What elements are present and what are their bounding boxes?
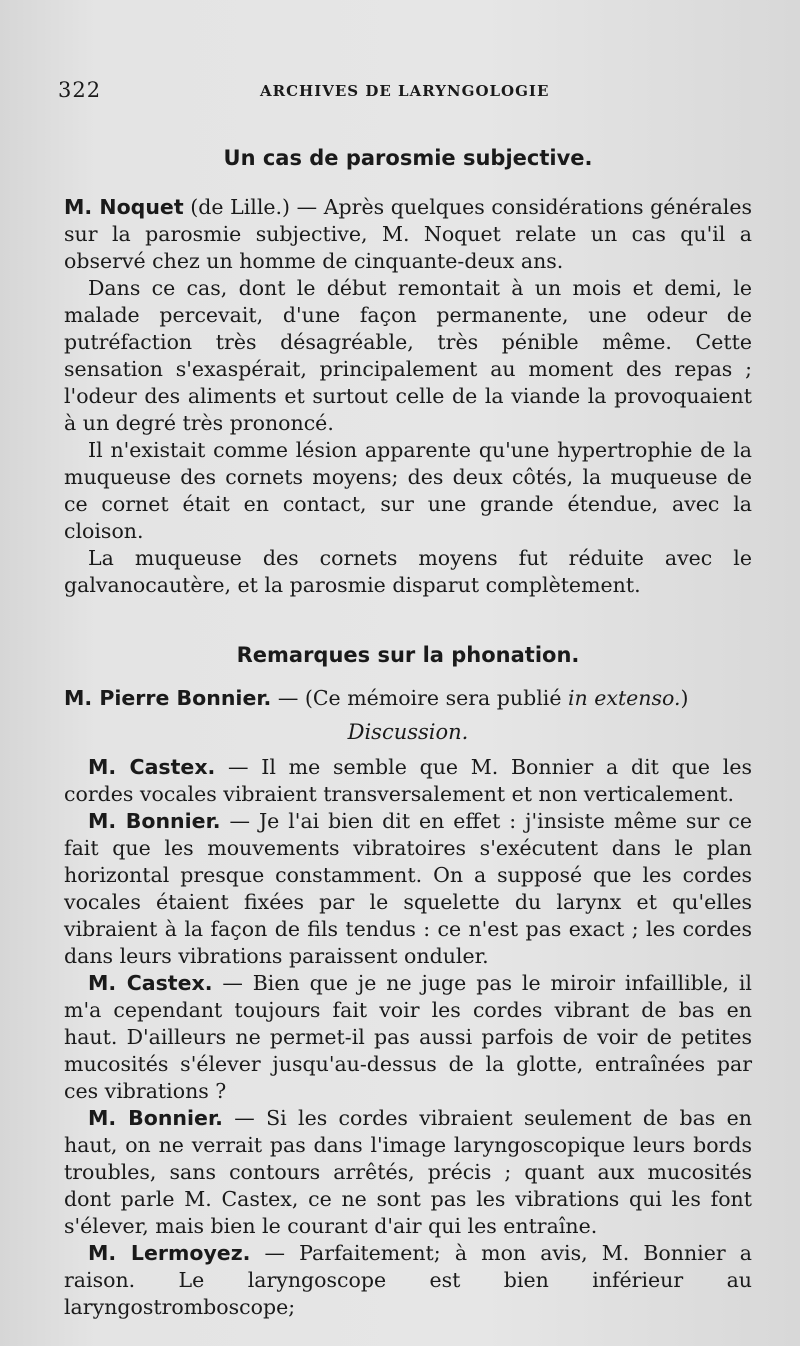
discussion-entry: [64, 808, 752, 970]
discussion-entry-text: — Je l'ai bien dit en effet : j'insiste même sur ce fait que les mouvements vibratoires s'exécutent dans le plan horizontal presque constamment. On a supposé que les cordes vocales étaient fixées par le squelette du larynx et qu'elles vibraient à la façon de fils tendus : ce n'est pas exact ; les cordes dans leurs vibrations paraissent onduler.: [64, 809, 752, 968]
paragraph-bonnier-memoire: [64, 685, 752, 712]
speaker-castex: M. Castex.: [88, 755, 216, 779]
discussion-entry-text: — Si les cordes vibraient seulement de bas en haut, on ne verrait pas dans l'image laryngoscopique leurs bords troubles, sans contours arrêtés, précis ; quant aux mucosités dont parle M. Castex, ce ne sont pas les vibrations qui les font s'élever, mais bien le courant d'air qui les entraîne.: [64, 1106, 752, 1238]
discussion-entry: [64, 1105, 752, 1240]
section-title-parosmie: Un cas de parosmie subjective.: [223, 146, 593, 170]
speaker-lermoyez: M. Lermoyez.: [88, 1241, 251, 1265]
discussion-entry: [64, 754, 752, 808]
discussion-entry-text: — Bien que je ne juge pas le miroir infaillible, il m'a cependant toujours fait voir les cordes vibrant de bas en haut. D'ailleurs ne permet-il pas aussi parfois de voir de petites mucosités s'élever jusqu'au-dessus de la glotte, entraînées par ces vibrations ?: [64, 971, 752, 1103]
memoire-note-b: ): [680, 686, 689, 710]
paragraph-noquet-text: (de Lille.) — Après quelques considérations générales sur la parosmie subjective, M. Noquet relate un cas qu'il a observé chez un homme de cinquante-deux ans.: [64, 195, 752, 273]
speaker-pierre-bonnier: M. Pierre Bonnier.: [64, 686, 272, 710]
speaker-bonnier: M. Bonnier.: [88, 809, 221, 833]
paragraph-noquet: [64, 194, 752, 275]
speaker-noquet: M. Noquet: [64, 195, 184, 219]
discussion-entry-text: — Parfaitement; à mon avis, M. Bonnier a raison. Le laryngoscope est bien inférieur au laryngostromboscope;: [64, 1241, 752, 1319]
speaker-castex: M. Castex.: [88, 971, 213, 995]
discussion-entry: [64, 970, 752, 1105]
memoire-note-a: — (Ce mémoire sera publié: [271, 686, 568, 710]
speaker-bonnier: M. Bonnier.: [88, 1106, 223, 1130]
paragraph-lesion: Il n'existait comme lésion apparente qu'une hypertrophie de la muqueuse des cornets moyens; des deux côtés, la muqueuse de ce cornet était en contact, sur une grande étendue, avec la cloison.: [64, 438, 752, 543]
running-head: ARCHIVES DE LARYNGOLOGIE: [260, 82, 550, 100]
section-title-phonation: Remarques sur la phonation.: [236, 643, 580, 667]
page-header: [58, 78, 752, 112]
memoire-note-italic: in extenso.: [567, 686, 681, 710]
page-number: 322: [58, 78, 102, 102]
paragraph-case: Dans ce cas, dont le début remontait à un mois et demi, le malade percevait, d'une façon permanente, une odeur de putréfaction très désagréable, très pénible même. Cette sensation s'exaspérait, principalement au moment des repas ; l'odeur des aliments et surtout celle de la viande la provoquaient à un degré très prononcé.: [64, 276, 752, 435]
discussion-entry-text: — Il me semble que M. Bonnier a dit que les cordes vocales vibraient transversalement et non verticalement.: [64, 755, 752, 806]
discussion-heading: Discussion.: [347, 720, 469, 744]
paragraph-treatment: La muqueuse des cornets moyens fut réduite avec le galvanocautère, et la parosmie disparut complètement.: [64, 546, 752, 597]
discussion-entry: [64, 1240, 752, 1321]
